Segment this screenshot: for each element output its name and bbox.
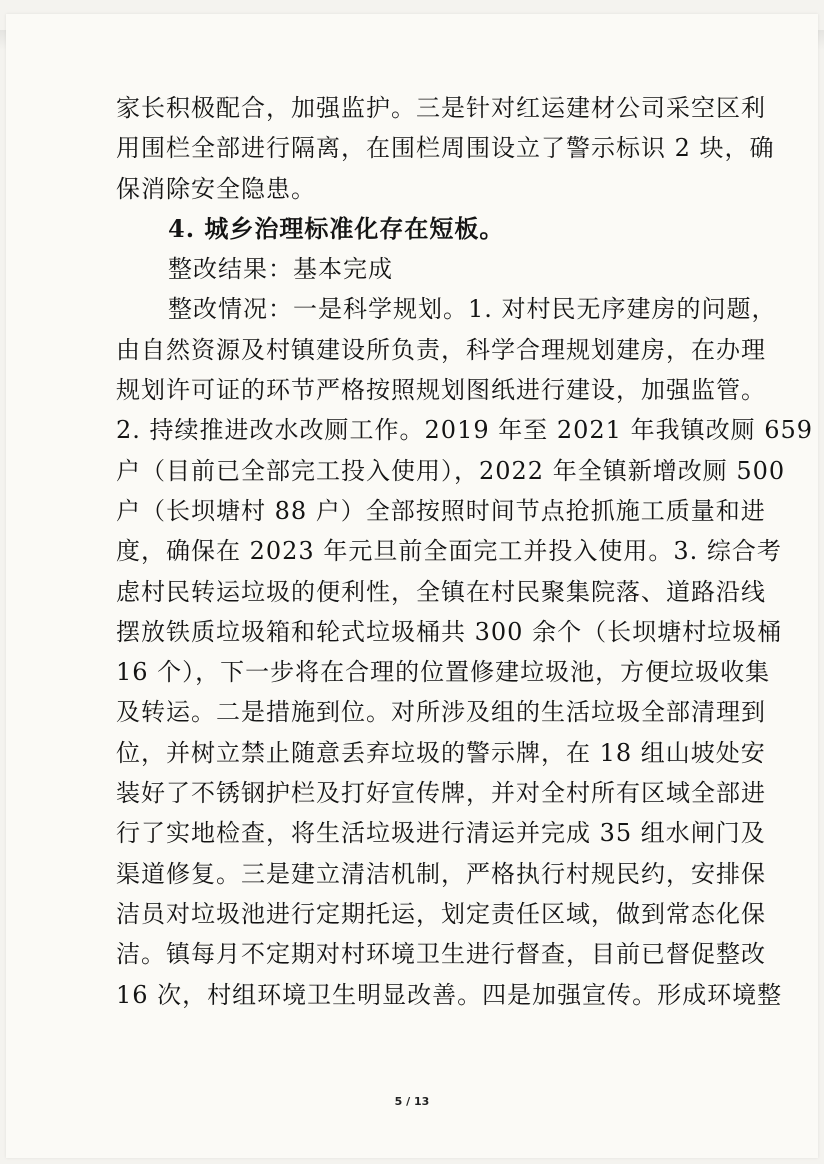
text-line: 16 次，村组环境卫生明显改善。四是加强宣传。形成环境整: [116, 980, 783, 1009]
text-line: 规划许可证的环节严格按照规划图纸进行建设，加强监管。: [116, 376, 766, 405]
rectification-result: 整改结果：基本完成: [168, 255, 393, 284]
text-line: 位，并树立禁止随意丢弃垃圾的警示牌，在 18 组山坡处安: [116, 738, 766, 767]
page-number: 5 / 13: [394, 1095, 430, 1108]
text-line: 16 个），下一步将在合理的位置修建垃圾池，方便垃圾收集: [116, 658, 771, 687]
text-line: 渠道修复。三是建立清洁机制，严格执行村规民约，安排保: [116, 859, 766, 888]
text-line: 及转运。二是措施到位。对所涉及组的生活垃圾全部清理到: [116, 698, 766, 727]
text-line: 家长积极配合，加强监护。三是针对红运建材公司采空区利: [116, 94, 766, 122]
text-line: 洁。镇每月不定期对村环境卫生进行督查，目前已督促整改: [116, 940, 766, 969]
text-line: 摆放铁质垃圾箱和轮式垃圾桶共 300 余个（长坝塘村垃圾桶: [116, 617, 783, 646]
text-line: 保消除安全隐患。: [116, 174, 316, 203]
body-text: [116, 88, 814, 1015]
text-line: 虑村民转运垃圾的便利性，全镇在村民聚集院落、道路沿线: [116, 577, 766, 606]
text-line: 装好了不锈钢护栏及打好宣传牌，并对全村所有区域全部进: [116, 779, 766, 808]
text-line: 由自然资源及村镇建设所负责，科学合理规划建房，在办理: [116, 335, 766, 364]
text-line: 户（目前已全部完工投入使用），2022 年全镇新增改厕 500: [116, 456, 786, 485]
section-heading: 4. 城乡治理标准化存在短板。: [168, 213, 505, 243]
text-line: 度，确保在 2023 年元旦前全面完工并投入使用。3. 综合考: [116, 537, 782, 566]
text-line: 户（长坝塘村 88 户）全部按照时间节点抢抓施工质量和进: [116, 496, 766, 525]
text-line: 洁员对垃圾池进行定期托运，划定责任区域，做到常态化保: [116, 899, 766, 928]
text-line: 整改情况：一是科学规划。1. 对村民无序建房的问题，: [168, 295, 777, 324]
text-line: 2. 持续推进改水改厕工作。2019 年至 2021 年我镇改厕 659: [116, 416, 814, 445]
text-line: 行了实地检查，将生活垃圾进行清运并完成 35 组水闸门及: [116, 819, 766, 848]
text-line: 用围栏全部进行隔离，在围栏周围设立了警示标识 2 块，确: [116, 134, 775, 163]
